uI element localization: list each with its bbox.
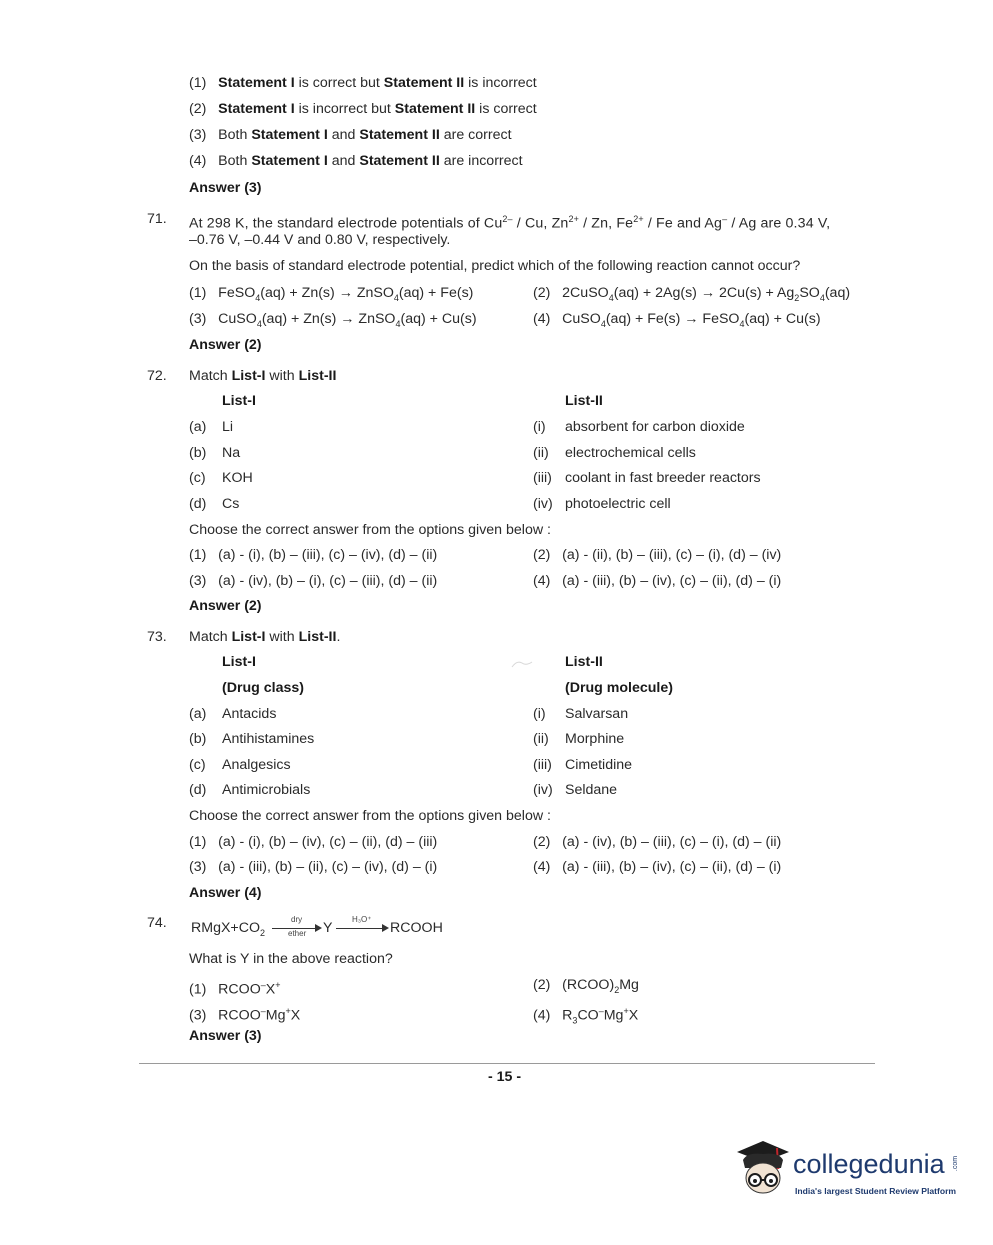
- q73-choose-instruction: Choose the correct answer from the options given below :: [189, 808, 551, 824]
- q72-option-4: (4) (a) - (iii), (b) – (iv), (c) – (ii), (d) – (i): [533, 573, 782, 589]
- q72-row-b-label: (b): [189, 445, 207, 461]
- q73-row-i-label: (i): [533, 706, 546, 722]
- q73-option-1: (1) (a) - (i), (b) – (iv), (c) – (ii), (d) – (iii): [189, 834, 438, 850]
- q72-row-b-text: Na: [222, 445, 241, 461]
- q72-row-iii-text: coolant in fast breeder reactors: [565, 470, 761, 486]
- q73-row-iv-label: (iv): [533, 782, 553, 798]
- q73-row-ii-text: Morphine: [565, 731, 625, 747]
- q73-list1-subheading: (Drug class): [222, 680, 304, 696]
- q70-option-1: (1) Statement I is correct but Statement II is incorrect: [189, 75, 537, 91]
- q74-answer: Answer (3): [189, 1028, 262, 1044]
- q74-reactant: $RMgX+CO_2$: [191, 920, 265, 938]
- q70-option-4: (4) Both Statement I and Statement II are incorrect: [189, 153, 523, 169]
- q71-option-4: (4) CuSO$_4$(aq) + Fe(s) → FeSO$_4$(aq) + Cu(s): [533, 311, 821, 329]
- q71-question: On the basis of standard electrode potential, predict which of the following reaction cannot occur?: [189, 258, 801, 274]
- q74-arrow-1-head: [315, 924, 322, 932]
- q71-number: 71.: [147, 211, 167, 227]
- q73-row-a-text: Antacids: [222, 706, 277, 722]
- q73-list2-subheading: (Drug molecule): [565, 680, 673, 696]
- q72-title: Match List-I with List-II: [189, 368, 337, 384]
- q73-row-b-label: (b): [189, 731, 207, 747]
- q72-list1-heading: List-I: [222, 393, 256, 409]
- q74-arrow-1-top: dry: [291, 915, 303, 924]
- q74-option-4: (4) $R_3CO^-Mg^+X$: [533, 1006, 639, 1026]
- q73-list1-heading: List-I: [222, 654, 256, 670]
- q70-option-2: (2) Statement I is incorrect but Statement II is correct: [189, 101, 537, 117]
- q72-option-1: (1) (a) - (i), (b) – (iii), (c) – (iv), (d) – (ii): [189, 547, 438, 563]
- q73-row-ii-label: (ii): [533, 731, 549, 747]
- q72-option-2: (2) (a) - (ii), (b) – (iii), (c) – (i), (d) – (iv): [533, 547, 782, 563]
- collegedunia-mascot-icon: [733, 1138, 793, 1200]
- q73-title: Match List-I with List-II.: [189, 629, 341, 645]
- q73-row-iv-text: Seldane: [565, 782, 618, 798]
- brand-name: collegedunia: [793, 1149, 945, 1179]
- q73-row-i-text: Salvarsan: [565, 706, 629, 722]
- footer-divider: [139, 1063, 875, 1064]
- q72-row-i-text: absorbent for carbon dioxide: [565, 419, 745, 435]
- q72-row-i-label: (i): [533, 419, 546, 435]
- q74-option-1: (1) RCOO–X+: [189, 980, 281, 998]
- q73-number: 73.: [147, 629, 167, 645]
- q71-option-3: (3) CuSO$_4$(aq) + Zn(s) → ZnSO$_4$(aq) + Cu(s): [189, 311, 477, 329]
- q72-row-iv-text: photoelectric cell: [565, 496, 671, 512]
- q74-arrow-2-top: H₃O⁺: [352, 915, 372, 924]
- q71-stem-line-1: At 298 K, the standard electrode potentials of $Cu^{2-}$ / Cu, $Zn^{2+}$ / Zn, $Fe^{2+}$ / Fe and Ag– / Ag are 0.34 V,: [189, 214, 831, 232]
- q73-option-4: (4) (a) - (iii), (b) – (iv), (c) – (ii), (d) – (i): [533, 859, 782, 875]
- scan-mark-icon: [511, 659, 533, 669]
- q74-product: RCOOH: [390, 920, 443, 936]
- q72-answer: Answer (2): [189, 598, 262, 614]
- brand-tagline: India's largest Student Review Platform: [795, 1186, 957, 1196]
- q72-choose-instruction: Choose the correct answer from the options given below :: [189, 522, 551, 538]
- q71-stem-line-2: –0.76 V, –0.44 V and 0.80 V, respectively.: [189, 232, 451, 248]
- q74-arrow-2-head: [382, 924, 389, 932]
- q73-row-iii-text: Cimetidine: [565, 757, 633, 773]
- q72-row-a-text: Li: [222, 419, 234, 435]
- q72-option-3: (3) (a) - (iv), (b) – (i), (c) – (iii), (d) – (ii): [189, 573, 438, 589]
- q73-row-d-label: (d): [189, 782, 207, 798]
- q72-row-d-label: (d): [189, 496, 207, 512]
- q73-row-b-text: Antihistamines: [222, 731, 315, 747]
- brand-suffix: .com: [952, 1155, 960, 1172]
- q72-row-iii-label: (iii): [533, 470, 552, 486]
- q73-answer: Answer (4): [189, 885, 262, 901]
- q74-option-2: (2) $(RCOO)_2Mg$: [533, 977, 639, 995]
- q72-row-c-label: (c): [189, 470, 206, 486]
- q72-row-ii-text: electrochemical cells: [565, 445, 696, 461]
- q70-option-3: (3) Both Statement I and Statement II are correct: [189, 127, 512, 143]
- q73-list2-heading: List-II: [565, 654, 603, 670]
- q71-option-1: (1) FeSO$_4$(aq) + Zn(s) → ZnSO$_4$(aq) + Fe(s): [189, 285, 474, 303]
- q72-row-c-text: KOH: [222, 470, 253, 486]
- q73-row-c-label: (c): [189, 757, 206, 773]
- q73-row-c-text: Analgesics: [222, 757, 291, 773]
- q72-row-a-label: (a): [189, 419, 207, 435]
- q74-question: What is Y in the above reaction?: [189, 951, 393, 967]
- q73-option-3: (3) (a) - (iii), (b) – (ii), (c) – (iv), (d) – (i): [189, 859, 438, 875]
- q72-row-ii-label: (ii): [533, 445, 549, 461]
- q74-arrow-2: [336, 928, 386, 929]
- q72-row-d-text: Cs: [222, 496, 240, 512]
- q73-row-iii-label: (iii): [533, 757, 552, 773]
- q73-row-a-label: (a): [189, 706, 207, 722]
- q74-option-3: (3) RCOO–Mg+X: [189, 1006, 301, 1024]
- q71-option-2: (2) 2CuSO$_4$(aq) + $2Ag(s) \to 2Cu(s) + Ag_2SO_4(aq)$: [533, 285, 851, 303]
- q73-row-d-text: Antimicrobials: [222, 782, 311, 798]
- q72-list2-heading: List-II: [565, 393, 603, 409]
- q73-option-2: (2) (a) - (iv), (b) – (iii), (c) – (i), (d) – (ii): [533, 834, 782, 850]
- q70-answer: Answer (3): [189, 180, 262, 196]
- q72-number: 72.: [147, 368, 167, 384]
- q74-arrow-1-bottom: ether: [288, 929, 307, 938]
- q72-row-iv-label: (iv): [533, 496, 553, 512]
- q74-number: 74.: [147, 915, 167, 931]
- page-number: - 15 -: [488, 1069, 522, 1085]
- q71-answer: Answer (2): [189, 337, 262, 353]
- q74-intermediate-y: Y: [323, 920, 333, 936]
